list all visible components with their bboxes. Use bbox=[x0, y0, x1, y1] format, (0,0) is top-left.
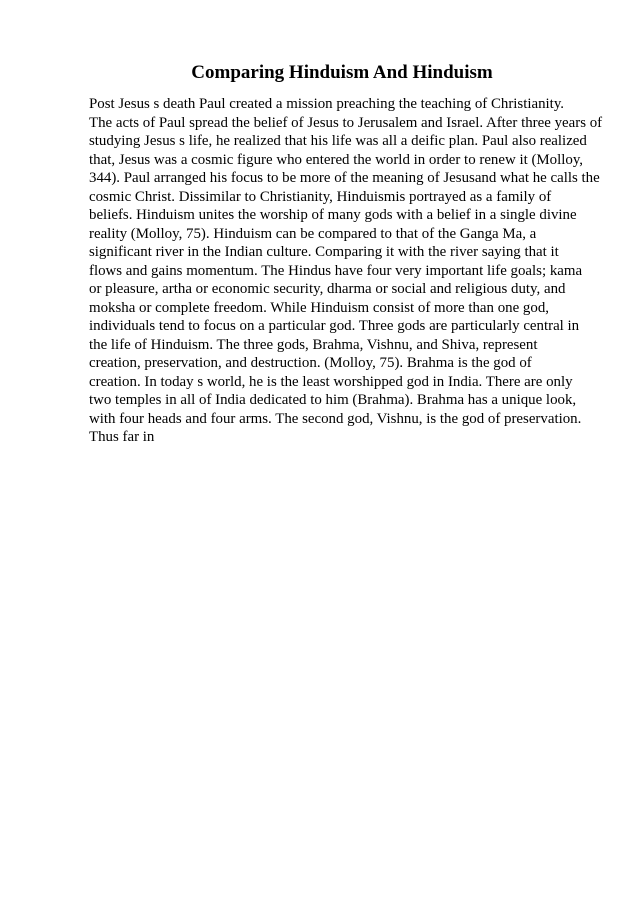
text-line: significant river in the Indian culture. Comparing it with the river saying that it bbox=[89, 244, 559, 260]
page-title: Comparing Hinduism And Hinduism bbox=[191, 62, 493, 83]
text-line: cosmic Christ. Dissimilar to Christianity, Hinduismis portrayed as a family of bbox=[89, 188, 552, 205]
text-line: two temples in all of India dedicated to him (Brahma). Brahma has a unique look, bbox=[89, 392, 577, 408]
text-line: creation. In today s world, he is the least worshipped god in India. There are only bbox=[89, 373, 573, 390]
text-line: studying Jesus s life, he realized that his life was all a deific plan. Paul also realized bbox=[89, 133, 587, 149]
text-line: Post Jesus s death Paul created a mission preaching the teaching of Christianity. bbox=[89, 96, 565, 112]
text-line: moksha or complete freedom. While Hinduism consist of more than one god, bbox=[89, 299, 549, 316]
text-line: or pleasure, artha or economic security, dharma or social and religious duty, and bbox=[89, 281, 566, 297]
text-line: creation, preservation, and destruction. (Molloy, 75). Brahma is the god of bbox=[89, 355, 532, 371]
text-line: 344). Paul arranged his focus to be more of the meaning of Jesusand what he calls the bbox=[89, 170, 600, 186]
text-line: flows and gains momentum. The Hindus have four very important life goals; kama bbox=[89, 262, 583, 279]
text-line: The acts of Paul spread the belief of Jesus to Jerusalem and Israel. After three years of bbox=[89, 114, 603, 131]
text-line: Thus far in bbox=[89, 429, 155, 445]
text-line: with four heads and four arms. The second god, Vishnu, is the god of preservation. bbox=[89, 410, 582, 427]
text-line: beliefs. Hinduism unites the worship of many gods with a belief in a single divine bbox=[89, 207, 577, 223]
text-line: reality (Molloy, 75). Hinduism can be compared to that of the Ganga Ma, a bbox=[89, 225, 537, 242]
text-line: the life of Hinduism. The three gods, Brahma, Vishnu, and Shiva, represent bbox=[89, 336, 538, 353]
text-line: that, Jesus was a cosmic figure who entered the world in order to renew it (Molloy, bbox=[89, 151, 584, 168]
body-paragraph bbox=[89, 95, 629, 447]
text-line: individuals tend to focus on a particular god. Three gods are particularly central in bbox=[89, 318, 580, 334]
